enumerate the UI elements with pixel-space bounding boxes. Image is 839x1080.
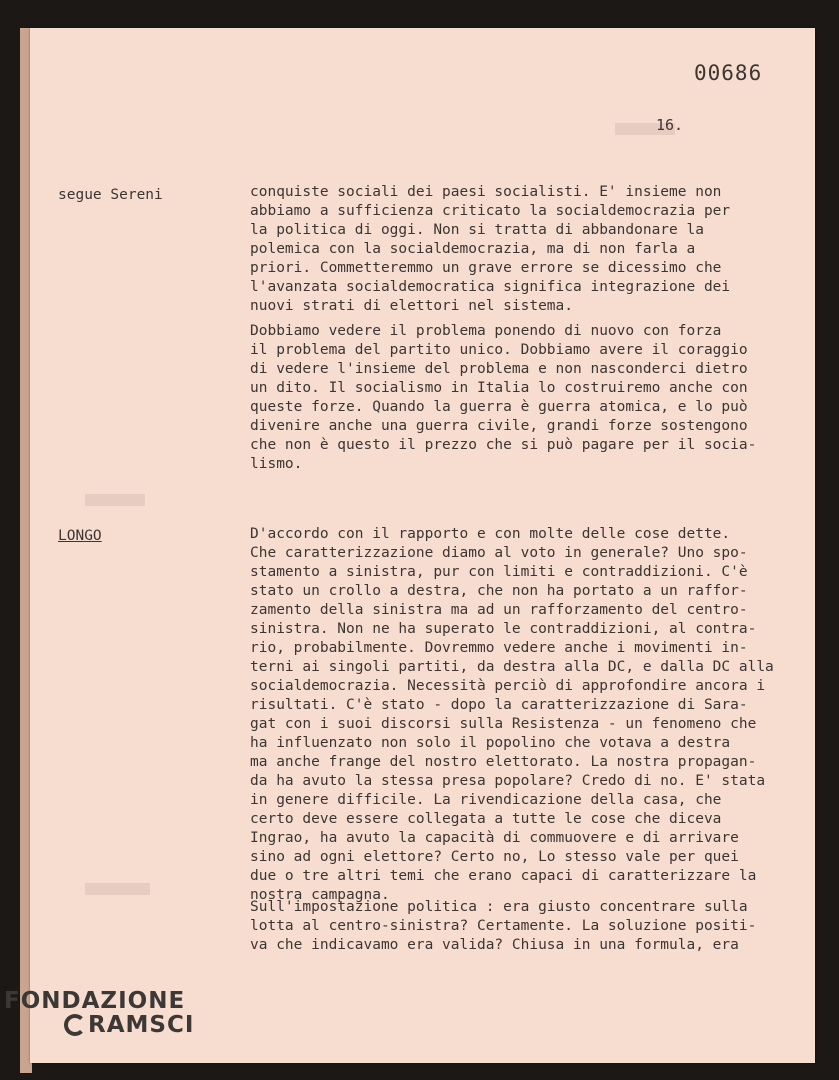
text-line: ma anche frange del nostro elettorato. La nostra propagan- <box>250 754 757 770</box>
page-number: 16. <box>656 116 684 134</box>
text-line: Dobbiamo vedere il problema ponendo di nuovo con forza <box>250 323 722 339</box>
text-line: nuovi strati di elettori nel sistema. <box>250 298 574 314</box>
text-line: polemica con la socialdemocrazia, ma di non farla a <box>250 241 696 257</box>
speaker-label-sereni: segue Sereni <box>58 187 163 203</box>
fondazione-gramsci-watermark <box>4 988 194 1038</box>
text-line: sinistra. Non ne ha superato le contraddizioni, al contra- <box>250 621 757 637</box>
text-line: divenire anche una guerra civile, grandi forze sostengono <box>250 418 748 434</box>
text-line: zamento della sinistra ma ad un rafforzamento del centro- <box>250 602 748 618</box>
text-line: gat con i suoi discorsi sulla Resistenza - un fenomeno che <box>250 716 757 732</box>
text-line: due o tre altri temi che erano capaci di caratterizzare la <box>250 868 757 884</box>
paragraph <box>250 525 815 905</box>
bleed-through-shadow <box>85 494 145 506</box>
text-line: rio, probabilmente. Dovremmo vedere anche i movimenti in- <box>250 640 748 656</box>
text-line: stamento a sinistra, pur con limiti e contraddizioni. C'è <box>250 564 748 580</box>
text-line: abbiamo a sufficienza criticato la socialdemocrazia per <box>250 203 731 219</box>
text-line: Che caratterizzazione diamo al voto in generale? Uno spo- <box>250 545 748 561</box>
text-line: il problema del partito unico. Dobbiamo avere il coraggio <box>250 342 748 358</box>
text-line: conquiste sociali dei paesi socialisti. E' insieme non <box>250 184 722 200</box>
text-line: certo deve essere collegata a tutte le cose che diceva <box>250 811 722 827</box>
text-line: da ha avuto la stessa presa popolare? Credo di no. E' stata <box>250 773 766 789</box>
watermark-line-1: FONDAZIONE <box>4 988 186 1014</box>
text-line: un dito. Il socialismo in Italia lo costruiremo anche con <box>250 380 748 396</box>
document-page <box>30 28 815 1063</box>
document-number: 00686 <box>694 61 763 85</box>
text-line: socialdemocrazia. Necessità perciò di approfondire ancora i <box>250 678 766 694</box>
text-line: queste forze. Quando la guerra è guerra atomica, e lo può <box>250 399 748 415</box>
text-line: sino ad ogni elettore? Certo no, Lo stesso vale per quei <box>250 849 739 865</box>
text-line: risultati. C'è stato - dopo la caratterizzazione di Sara- <box>250 697 748 713</box>
text-line: lismo. <box>250 456 303 472</box>
text-line: lotta al centro-sinistra? Certamente. La soluzione positi- <box>250 918 757 934</box>
text-line: Sull'impostazione politica : era giusto concentrare sulla <box>250 899 748 915</box>
text-line: l'avanzata socialdemocratica significa integrazione dei <box>250 279 731 295</box>
paragraph <box>250 183 815 316</box>
paragraph <box>250 322 815 474</box>
g-logo-icon <box>64 1014 86 1036</box>
text-line: la politica di oggi. Non si tratta di abbandonare la <box>250 222 704 238</box>
text-line: priori. Commetteremmo un grave errore se dicessimo che <box>250 260 722 276</box>
speaker-label-longo: LONGO <box>58 528 102 544</box>
text-line: che non è questo il prezzo che si può pagare per il socia- <box>250 437 757 453</box>
text-line: stato un crollo a destra, che non ha portato a un raffor- <box>250 583 748 599</box>
text-line: di vedere l'insieme del problema e non nasconderci dietro <box>250 361 748 377</box>
text-line: terni ai singoli partiti, da destra alla DC, e dalla DC alla <box>250 659 774 675</box>
text-line: nostra campagna. <box>250 887 390 903</box>
text-line: in genere difficile. La rivendicazione della casa, che <box>250 792 722 808</box>
bleed-through-shadow <box>85 883 150 895</box>
text-line: va che indicavamo era valida? Chiusa in una formula, era <box>250 937 739 953</box>
paragraph <box>250 898 815 955</box>
text-line: Ingrao, ha avuto la capacità di commuovere e di arrivare <box>250 830 739 846</box>
watermark-line-2-text: RAMSCI <box>88 1012 195 1038</box>
text-line: ha influenzato non solo il popolino che votava a destra <box>250 735 731 751</box>
watermark-line-2 <box>64 1012 194 1038</box>
text-line: D'accordo con il rapporto e con molte delle cose dette. <box>250 526 731 542</box>
